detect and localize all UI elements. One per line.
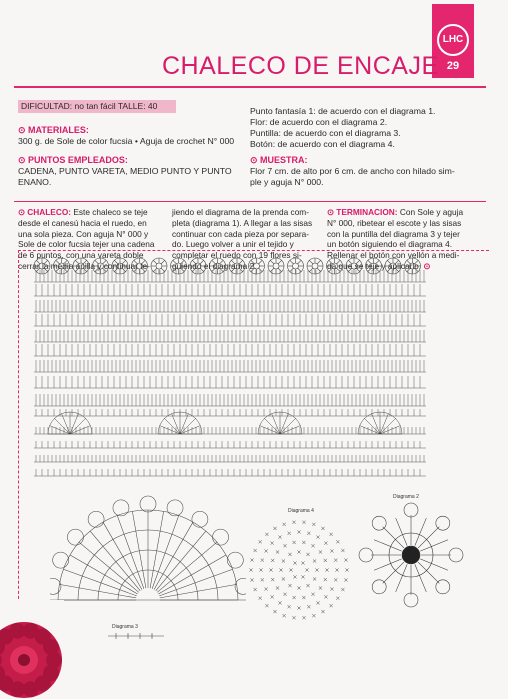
- diagram-3-label: Diagrama 3: [112, 624, 138, 630]
- pattern-ref: Botón: de acuerdo con el diagrama 4.: [250, 139, 395, 149]
- vest-heading: CHALECO:: [27, 207, 72, 217]
- crochet-flower-photo: [0, 600, 64, 699]
- pattern-ref: Punto fantasía 1: de acuerdo con el diagrama 1.: [250, 106, 436, 116]
- stitches-section: [18, 155, 232, 188]
- finishing-col: ⊙ TERMINACION: Con Sole y aguja N° 000, ribetear el escote y las sisas con la puntilla del diagrama 3 y tejer un botón siguiendo el diagrama 4. Rellenar el botón con vellón a medi- da que se teje y aplicarlo. ⊙: [327, 207, 464, 271]
- stitches-line: ENANO.: [18, 177, 52, 187]
- gauge-heading: MUESTRA:: [260, 155, 308, 165]
- difficulty-banner: DIFICULTAD: no tan fácil TALLE: 40: [18, 100, 176, 113]
- diagram-4-flower: [244, 515, 354, 625]
- page-title: CHALECO DE ENCAJE: [162, 52, 439, 80]
- stitches-line: CADENA, PUNTO VARETA, MEDIO PUNTO Y PUNTO: [18, 166, 232, 176]
- diagram-3-fan: [50, 488, 246, 604]
- materials-heading: MATERIALES:: [28, 125, 89, 135]
- diagram-3-chain-strip: [106, 632, 166, 640]
- materials-text: 300 g. de Sole de color fucsia • Aguja de crochet N° 000: [18, 136, 235, 146]
- materials-section: [18, 125, 234, 147]
- title-rule: [14, 86, 486, 88]
- gauge-line: ple y aguja N° 000.: [250, 177, 324, 187]
- pattern-ref: Flor: de acuerdo con el diagrama 2.: [250, 117, 388, 127]
- gauge-section: [250, 155, 455, 188]
- publisher-logo: LHC: [437, 24, 469, 56]
- diagram-2-flower: [356, 500, 466, 610]
- bullet-icon: ⊙: [18, 125, 29, 135]
- gauge-line: Flor 7 cm. de alto por 6 cm. de ancho con hilado sim-: [250, 166, 455, 176]
- finishing-heading: TERMINACION:: [336, 207, 398, 217]
- page-number: 29: [446, 60, 460, 72]
- bullet-icon: ⊙: [18, 155, 29, 165]
- bullet-icon: ⊙: [18, 207, 28, 217]
- vest-col2: jiendo el diagrama de la prenda com- pleta (diagrama 1). A llegar a las sisas continuar con cada pieza por separa- do. Luego volver a unir el tejido y completar el ruedo con 19 flores si- guiendo el diagrama 2.: [172, 207, 313, 271]
- bullet-icon: ⊙: [327, 207, 337, 217]
- diagram-1-main-chart: [30, 256, 432, 486]
- end-mark-icon: ⊙: [421, 260, 431, 271]
- section-divider: [14, 201, 486, 202]
- diagram-4-label: Diagrama 4: [288, 508, 314, 514]
- pattern-refs: [250, 106, 435, 150]
- bullet-icon: ⊙: [250, 155, 261, 165]
- vest-col1: ⊙ CHALECO: Este chaleco se teje desde el canesú hacia el ruedo, en una sola pieza. Con aguja N° 000 y Sole de color fucsia tejer una cadena de 6 puntos, con una vareta doble cerrar la media anilla y continuar te-: [18, 207, 155, 271]
- diagram-2-label: Diagrama 2: [393, 494, 419, 500]
- stitches-heading: PUNTOS EMPLEADOS:: [28, 155, 128, 165]
- pattern-ref: Puntilla: de acuerdo con el diagrama 3.: [250, 128, 401, 138]
